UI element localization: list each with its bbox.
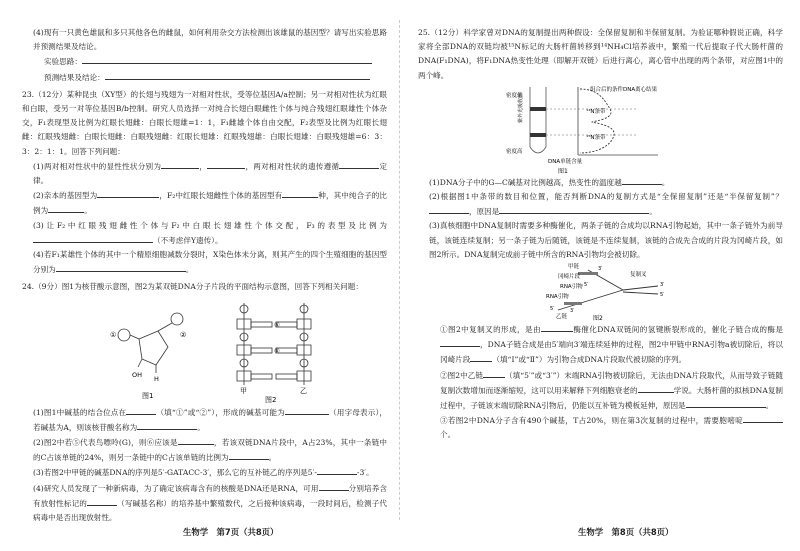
q23-part3: (3)让F₂中红眼残翅雌性个体与F₂中白眼长翅雄性个体交配，F₃的表型及比例为（不考虑伴Y遗传）。 <box>33 220 387 245</box>
site-2-label: ② <box>180 330 187 339</box>
q24-part4: (4)研究人员发现了一种新病毒，为了确定该病毒含有的核酸是DNA还是RNA，可用 分别培养含有放射性标记的 （写碱基名称）的培养基中繁殖数代，之后接种该病毒，一段时间后，检测子代病毒中是否出现放射性。 <box>22 481 387 526</box>
answer-blank[interactable] <box>282 188 318 198</box>
fork-label: 复制叉 <box>630 272 647 279</box>
nucleotide-and-dna-diagram <box>22 295 387 405</box>
base-5-label: ⑤ <box>274 320 280 329</box>
answer-blank[interactable] <box>33 233 153 243</box>
q23-part4: (4)若F₁某雄性个体的其中一个精原细胞减数分裂时，X染色体未分离，则其产生的四个生殖细胞的基因型分别为 。 <box>33 250 387 275</box>
h-label: H <box>154 374 159 383</box>
q23-stem: 23.（12分）某种昆虫（XY型）的长翅与残翅为一对相对性状，受等位基因A/a控制；另一对相对性状为红眼和白眼，受另一对等位基因B/b控制。研究人员选择一对纯合长翅白眼雌性个体与纯合残翅红眼雄性个体杂交，F₁表现型及比例为红眼长翅雌：白眼长翅雄=1：1，F₁雌雄个体自由交配，F₂表型及比例为红眼长翅雌：红眼残翅雌：白眼长翅雌：白眼残翅雌：红眼长翅雄：红眼残翅雄：白眼长翅雄：白眼残翅雄=6：3：3：2：1：1。回答下列问题： <box>22 89 387 156</box>
result-line: 预测结果及结论： <box>22 70 387 85</box>
q24-stem: 24.（9分）图1为核苷酸示意图，图2为某双链DNA分子片段的平面结构示意图，回答下列相关问题： <box>22 282 363 292</box>
answer-blank[interactable] <box>638 383 674 393</box>
prime-label: 5′ <box>550 306 555 313</box>
answer-blank[interactable] <box>229 450 269 460</box>
q25-figure2 <box>418 262 783 322</box>
answer-blank[interactable] <box>87 496 117 506</box>
answer-blank[interactable] <box>743 413 783 423</box>
q25-part1: (1)DNA分子中的G—C碱基对比例越高，热变性的温度越 。 <box>418 175 783 190</box>
site-1-label: ① <box>110 330 117 339</box>
q25-sub1: ①图2中复制叉的形成，是由 酶催化DNA双链间的氢键断裂形成的，催化子链合成的酶是，DNA子链合成是由5′端向3′端连续延伸的过程，图2中甲链中RNA引物a被切除后，将以冈崎片段 （填“Ⅰ”或“Ⅱ”）为引物合成DNA片段取代被切除的序列。 <box>418 322 783 368</box>
n15-band <box>530 133 546 137</box>
answer-blank[interactable] <box>161 159 199 169</box>
q24-part3: (3)若图2中甲链的碱基DNA的序列是5′-GATACC-3′，那么它的互补链乙的序列是5′- -3′。 <box>22 465 387 480</box>
right-page-footer: 生物学 第8页（共8页） <box>578 527 674 537</box>
okazaki-label: 冈崎片段 <box>558 274 581 281</box>
figure2-caption: 图2 <box>265 395 277 404</box>
replication-fork-diagram <box>418 262 783 322</box>
answer-blank[interactable] <box>499 204 649 214</box>
q24-part2: (2)图2中若⑤代表鸟嘌呤(G)，则⑥应该是 ，若该双链DNA片段中，A占23%，其中一条链中的C占该单链的24%，则另一条链中的C占该单链的比例为 。 <box>22 435 387 465</box>
leading-fragment <box>564 302 582 305</box>
answer-blank[interactable] <box>339 159 379 169</box>
answer-blank[interactable] <box>483 368 505 378</box>
curve-axis-label: 紫外光吸收值 <box>518 92 524 123</box>
primer-label-b: RNA引物 <box>546 294 569 301</box>
prime-label: 3′ <box>660 282 665 289</box>
q25-sub2: ②图2中乙链 （填“5′”或“3′”）末端RNA引物被切除后，无法由DNA片段取代，从而导致子链随复制次数增加而逐渐缩短，这可以用来解释下列细胞衰老的 学说。大肠杆菌的拟核DNA复制过程中，子链该末端切除RNA引物后，仍能以互补链为模板延伸，原因是 。 <box>418 368 783 414</box>
primer-label-a: RNA引物 <box>560 284 583 291</box>
answer-blank[interactable] <box>48 203 84 213</box>
q23-part2: (2)亲本的基因型为 ，F₂中红眼长翅雌性个体的基因型有 种，其中纯合子的比例为 。 <box>22 188 387 218</box>
left-page-footer: 生物学 第7页（共8页） <box>183 527 279 537</box>
answer-blank[interactable] <box>440 337 480 347</box>
answer-blank[interactable] <box>622 175 662 185</box>
figure2-caption: 图2 <box>593 315 603 323</box>
answer-blank[interactable] <box>97 188 159 198</box>
q25-part2: (2)根据图1中条带的数目和位置，能否判断DNA的复制方式是“全保留复制”还是“半保留复制”？，原因是 。 <box>429 192 783 217</box>
right-page <box>418 26 783 443</box>
q23-part1: (1)两对相对性状中的显性性状分别为 ， ，两对相对性状的遗传遵循 定律。 <box>22 159 387 188</box>
q25-stem: 25.（12分）科学家曾对DNA的复制提出两种假设：全保留复制和半保留复制。为验证哪种假说正确，科学家将全部DNA的双链均被¹⁵N标记的大肠杆菌转移到¹⁴NH₄Cl培养液中，繁殖一代后提取子代大肠杆菌的DNA(F₁DNA)，将F₁DNA热变性处理（即解开双链）后进行离心，离心管中出现的两个条带，对应图1中的两个峰。 <box>418 28 783 80</box>
q22-part4: (4)现有一只黄色雄鼠和多只其他各色的雌鼠，如何利用杂交方法检测出该雄鼠的基因型？请写出实验思路并预测结果及结论。 <box>33 28 387 52</box>
q25-figure1 <box>418 83 783 175</box>
prime-label: 5′ <box>660 292 665 299</box>
yi-strand-label: 乙链 <box>556 314 568 321</box>
n14-band <box>530 107 546 111</box>
x-axis-label: DNA单链含量 <box>548 158 583 165</box>
centrifuge-tube <box>530 87 546 153</box>
base-6-label: ⑥ <box>274 346 280 355</box>
prime-label: 3′ <box>598 266 603 273</box>
left-page <box>22 26 387 525</box>
answer-blank[interactable] <box>82 54 372 64</box>
answer-blank[interactable] <box>105 70 370 80</box>
prime-label: 5′ <box>584 282 589 289</box>
answer-blank[interactable] <box>137 420 197 430</box>
prime-label: 3′ <box>570 308 575 315</box>
experiment-idea-line: 实验思路： <box>22 54 387 69</box>
strand-yi-label: 乙 <box>300 386 307 395</box>
figure1-caption: 图1 <box>558 167 568 175</box>
low-density-label: 密度低 <box>506 92 523 99</box>
oh-label: OH <box>132 370 143 379</box>
strand-jia-label: 甲 <box>240 386 247 395</box>
answer-blank[interactable] <box>56 262 186 272</box>
answer-blank[interactable] <box>285 405 329 415</box>
answer-blank[interactable] <box>319 481 349 491</box>
q24-part1: (1)图1中碱基的结合位点在 （填“①”或“②”），形成的碱基可能为 （用字母表示），若碱基为A，则该核苷酸名称为 。 <box>22 405 387 435</box>
answer-blank[interactable] <box>126 405 156 415</box>
answer-blank[interactable] <box>541 322 573 332</box>
centrifuge-diagram <box>418 83 783 175</box>
q25-sub3: ③若图2中DNA分子含有490个碱基，T占20%，则在第3次复制的过程中，需要胞嘧啶个。 <box>418 413 783 442</box>
page-divider <box>399 20 400 520</box>
figure1-nucleotide <box>118 313 183 373</box>
n15-band-label: ¹⁵N条带 <box>586 134 606 141</box>
q24-figures <box>22 295 387 405</box>
jia-strand-label: 甲链 <box>568 264 580 271</box>
figure2-dna-ladder <box>237 303 311 385</box>
n14-band-label: ¹⁴N条带 <box>586 108 606 115</box>
okazaki-fragment <box>578 272 598 275</box>
answer-blank[interactable] <box>470 352 492 362</box>
answer-blank[interactable] <box>317 465 357 475</box>
answer-blank[interactable] <box>686 398 766 408</box>
answer-blank[interactable] <box>178 435 214 445</box>
answer-blank[interactable] <box>429 204 469 214</box>
curve-legend: 组合后的条件DNA离心结果 <box>590 86 658 93</box>
q25-part3: (3)真核细胞中DNA复制时需要多种酶催化，两条子链的合成均以RNA引物起始，其中一条子链外为前导链，该链连续复制；另一条子链为后随链，该链是不连续复制，该链的合成先合成的片段为冈崎片段，如图2所示。DNA复制完成前子链中所含的RNA引物均会被切除。 <box>429 221 783 259</box>
absorbance-curve <box>580 89 614 153</box>
figure1-caption: 图1 <box>142 391 154 400</box>
high-density-label: 密度高 <box>506 148 523 155</box>
answer-blank[interactable] <box>207 159 245 169</box>
